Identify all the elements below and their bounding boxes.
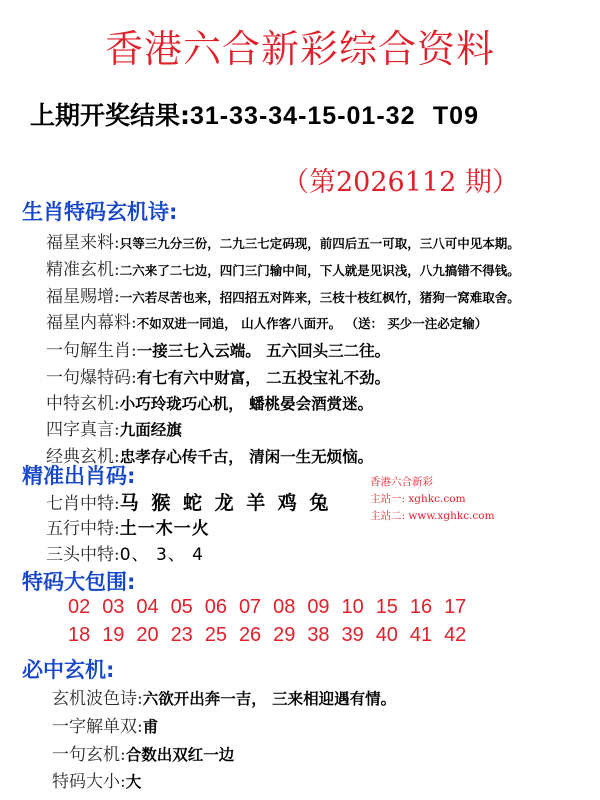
zodiac-row [46,540,204,564]
zodiac-row [46,514,210,538]
package-numbers-row-1 [68,596,478,619]
site-watermark [370,474,495,525]
row-label: 七肖中特: [46,494,120,514]
row-label: 一字解单双: [52,717,143,737]
package-number: 26 [238,624,262,646]
package-number: 03 [102,596,125,618]
row-label: 一句爆特码: [46,368,137,388]
row-value: 不如双进一同追， 山人作客八面开。 （送： 买少一注必定输） [136,316,488,331]
row-value: 甫 [142,718,159,736]
poem-row [46,389,373,413]
package-number: 17 [444,596,467,618]
must-win-row [52,740,234,764]
must-win-row [52,712,158,736]
row-value: 有七有六中财富， 二五投宝礼不劲。 [136,369,391,387]
row-label: 四字真言: [46,420,120,440]
package-number: 05 [170,596,193,618]
package-number: 41 [409,624,433,646]
row-value: 合数出双红一边 [125,746,235,764]
package-number: 04 [136,596,159,618]
row-value: 六欲开出奔一吉， 三来相迎遇有情。 [142,690,397,708]
watermark-name: 香港六合新彩 [370,476,433,488]
last-result-label: 上期开奖结果: [30,101,190,130]
row-value: 忠孝存心传千古， 清闲一生无烦恼。 [119,448,374,466]
poem-row [46,308,487,332]
row-value: 土一木一火 [119,519,210,539]
package-number: 39 [341,624,364,646]
row-label: 经典玄机: [46,447,120,467]
poem-row [46,228,520,252]
watermark-site-1: 主站一: xghkc.com [370,493,466,505]
row-value: 九面经旗 [119,421,182,439]
package-number: 18 [68,624,91,646]
package-number: 10 [341,596,364,618]
package-number: 07 [238,596,262,618]
package-number: 15 [375,596,398,618]
row-value: 一接三七入云端。 五六回头三二往。 [136,342,391,360]
row-value: 二六来了二七边，四门三门输中间，下人就是见识浅，八九搞错不得钱。 [119,263,520,278]
last-result-numbers: 31-33-34-15-01-32 [190,102,416,130]
package-number: 20 [136,624,159,646]
row-label: 三头中特: [46,545,120,565]
poem-row [46,363,390,387]
row-label: 一句解生肖: [46,341,137,361]
last-result-code: T09 [432,102,479,130]
package-number: 29 [273,624,296,646]
poem-row [46,415,182,439]
row-value: 只等三九分三份，二九三七定码现，前四后五一可取，三八可中见本期。 [119,236,520,251]
zodiac-row [46,488,331,512]
row-label: 福星来料: [46,233,120,253]
row-value: 0、 3、 4 [119,545,204,565]
last-result [30,96,479,132]
row-label: 精准玄机: [46,260,120,280]
row-value: 马 猴 蛇 龙 羊 鸡 兔 [119,492,332,514]
package-numbers-row-2 [68,624,478,647]
package-number: 08 [273,596,296,618]
section-heading-zodiac: 精准出肖码: [22,464,136,488]
row-label: 一句玄机: [52,745,126,765]
row-label: 特码大小: [52,772,126,792]
row-value: 大 [125,773,142,791]
row-value: 一六若尽苦也来，招四招五对阵来，三枝十枝红枫竹，猪狗一窝难取舍。 [119,290,520,305]
package-number: 42 [444,624,467,646]
poem-row [46,282,520,306]
package-number: 09 [307,596,330,618]
page-title: 香港六合新彩综合资料 [104,27,495,71]
row-label: 福星内幕料: [46,313,137,333]
must-win-row [52,684,396,708]
package-number: 06 [204,596,227,618]
row-label: 中特玄机: [46,394,120,414]
package-number: 19 [102,624,125,646]
issue-number: （第2026112 期） [282,167,519,198]
section-heading-package: 特码大包围: [22,570,136,594]
row-value: 小巧玲珑巧心机， 蟠桃晏会酒赏迷。 [119,395,374,413]
package-number: 16 [409,596,433,618]
row-label: 五行中特: [46,519,120,539]
must-win-row [52,767,141,791]
row-label: 玄机波色诗: [52,689,143,709]
package-number: 38 [307,624,330,646]
poem-row [46,255,520,279]
package-number: 02 [68,596,91,618]
section-heading-must-win: 必中玄机: [22,658,115,682]
row-label: 福星赐增: [46,287,120,307]
package-number: 40 [375,624,398,646]
poem-row [46,336,390,360]
section-heading-poem: 生肖特码玄机诗: [22,200,178,224]
watermark-site-2: 主站二: www.xghkc.com [370,510,495,522]
package-number: 25 [204,624,227,646]
package-number: 23 [170,624,193,646]
